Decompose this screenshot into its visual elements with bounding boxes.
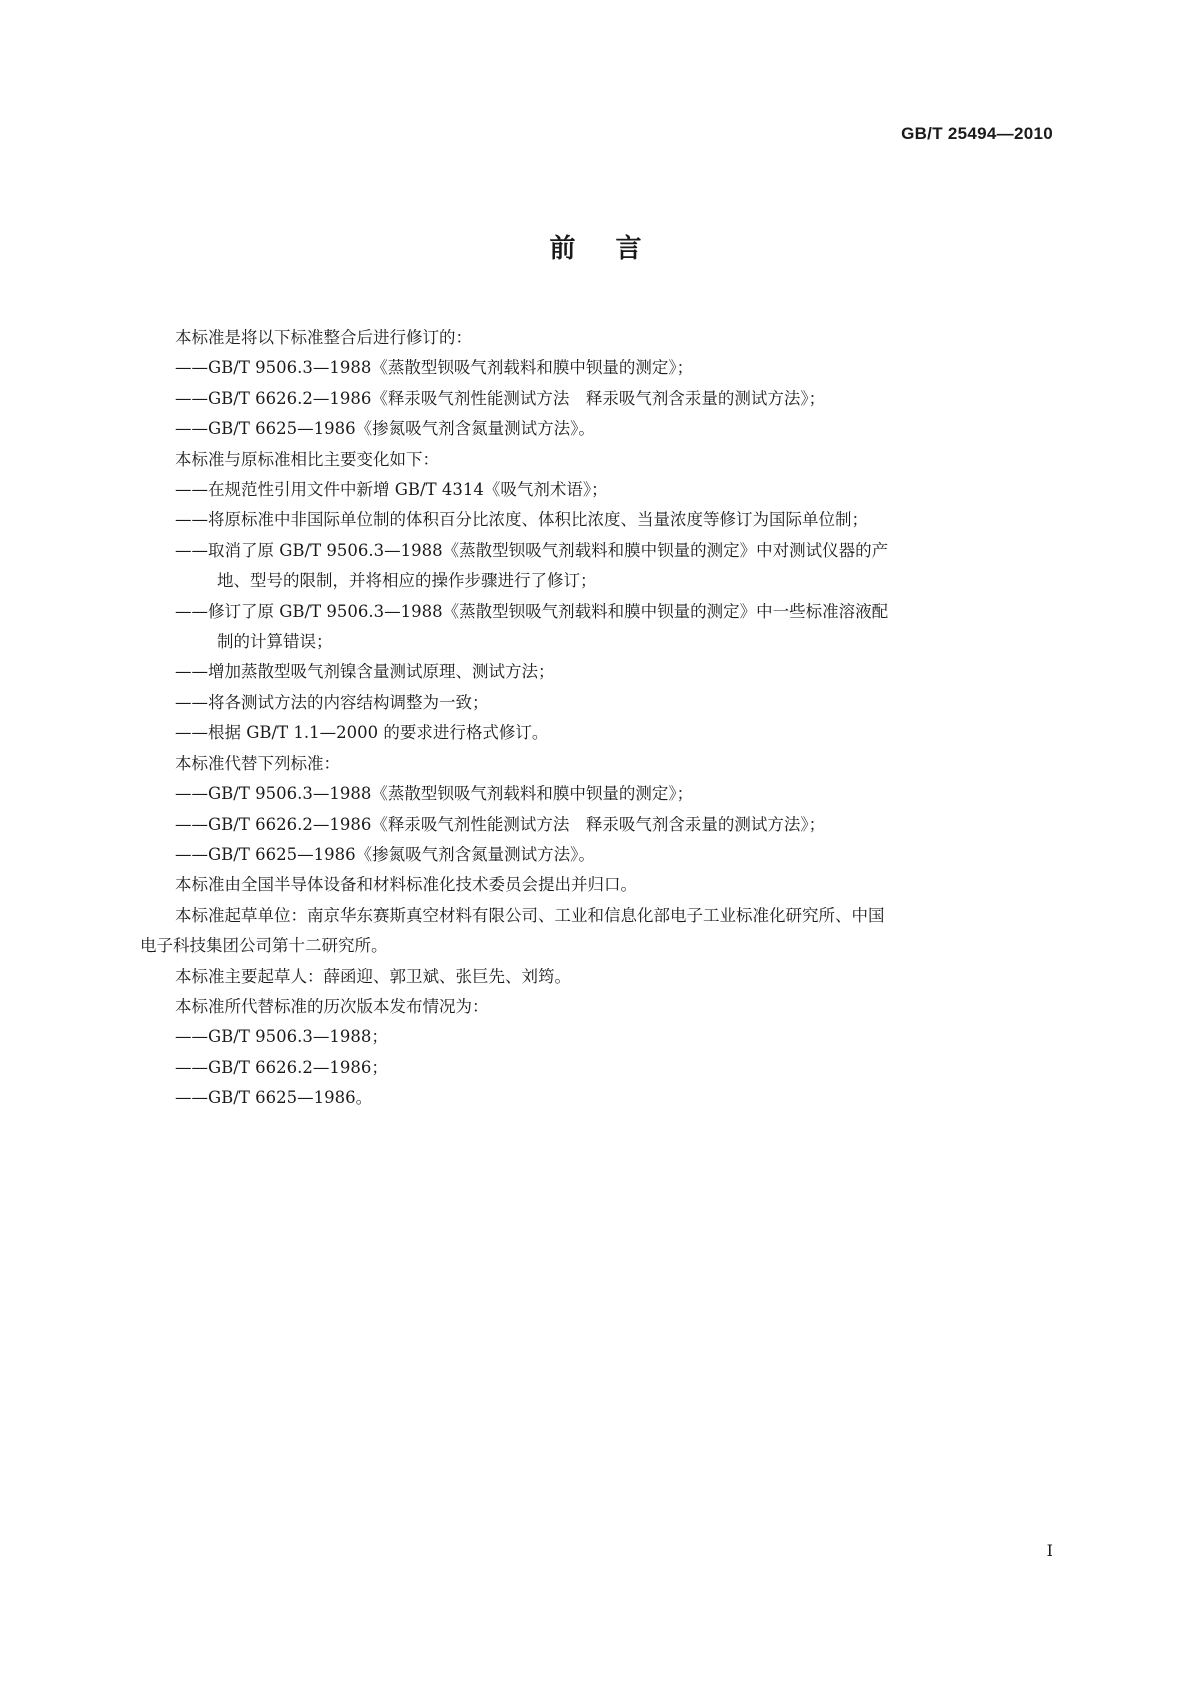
list-item: ——修订了原 GB/T 9506.3—1988《蒸散型钡吸气剂载料和膜中钡量的测定》中一些标准溶液配 [175, 601, 889, 621]
preface-content [140, 323, 1057, 1114]
page-title: 前言 [549, 234, 682, 264]
list-item: ——GB/T 6625—1986。 [175, 1088, 373, 1108]
list-item: ——GB/T 6626.2—1986《释汞吸气剂性能测试方法 释汞吸气剂含汞量的测试方法》； [175, 388, 826, 408]
list-item: ——将各测试方法的内容结构调整为一致； [175, 692, 489, 712]
list-item: ——根据 GB/T 1.1—2000 的要求进行格式修订。 [175, 723, 549, 743]
list-item: ——GB/T 9506.3—1988； [175, 1027, 388, 1047]
list-item: ——GB/T 6626.2—1986《释汞吸气剂性能测试方法 释汞吸气剂含汞量的测试方法》； [175, 814, 826, 834]
page-number: I [1046, 1541, 1053, 1560]
list-item: ——GB/T 6625—1986《掺氮吸气剂含氮量测试方法》。 [175, 419, 595, 439]
paragraph: 本标准是将以下标准整合后进行修订的： [175, 328, 472, 347]
list-item: ——GB/T 6625—1986《掺氮吸气剂含氮量测试方法》。 [175, 844, 595, 864]
list-item: ——在规范性引用文件中新增 GB/T 4314《吸气剂术语》； [175, 480, 608, 500]
paragraph-continuation: 电子科技集团公司第十二研究所。 [140, 936, 388, 956]
list-item: ——GB/T 9506.3—1988《蒸散型钡吸气剂载料和膜中钡量的测定》； [175, 784, 694, 804]
paragraph: 本标准主要起草人：薛函迎、郭卫斌、张巨先、刘筠。 [175, 966, 571, 986]
list-item: ——将原标准中非国际单位制的体积百分比浓度、体积比浓度、当量浓度等修订为国际单位制； [175, 510, 868, 530]
paragraph: 本标准起草单位：南京华东赛斯真空材料有限公司、工业和信息化部电子工业标准化研究所、中国 [175, 905, 885, 925]
paragraph: 本标准由全国半导体设备和材料标准化技术委员会提出并归口。 [175, 875, 637, 895]
list-item: ——GB/T 9506.3—1988《蒸散型钡吸气剂载料和膜中钡量的测定》； [175, 358, 694, 378]
paragraph: 本标准代替下列标准： [175, 753, 340, 773]
paragraph: 本标准与原标准相比主要变化如下： [175, 449, 439, 469]
list-item-continuation: 地、型号的限制，并将相应的操作步骤进行了修订； [217, 571, 597, 591]
paragraph: 本标准所代替标准的历次版本发布情况为： [175, 996, 489, 1016]
list-item: ——增加蒸散型吸气剂镍含量测试原理、测试方法； [175, 662, 555, 682]
standard-code: GB/T 25494—2010 [901, 124, 1053, 143]
list-item: ——GB/T 6626.2—1986； [175, 1057, 388, 1077]
list-item: ——取消了原 GB/T 9506.3—1988《蒸散型钡吸气剂载料和膜中钡量的测定》中对测试仪器的产 [175, 540, 889, 560]
list-item-continuation: 制的计算错误； [217, 632, 333, 652]
